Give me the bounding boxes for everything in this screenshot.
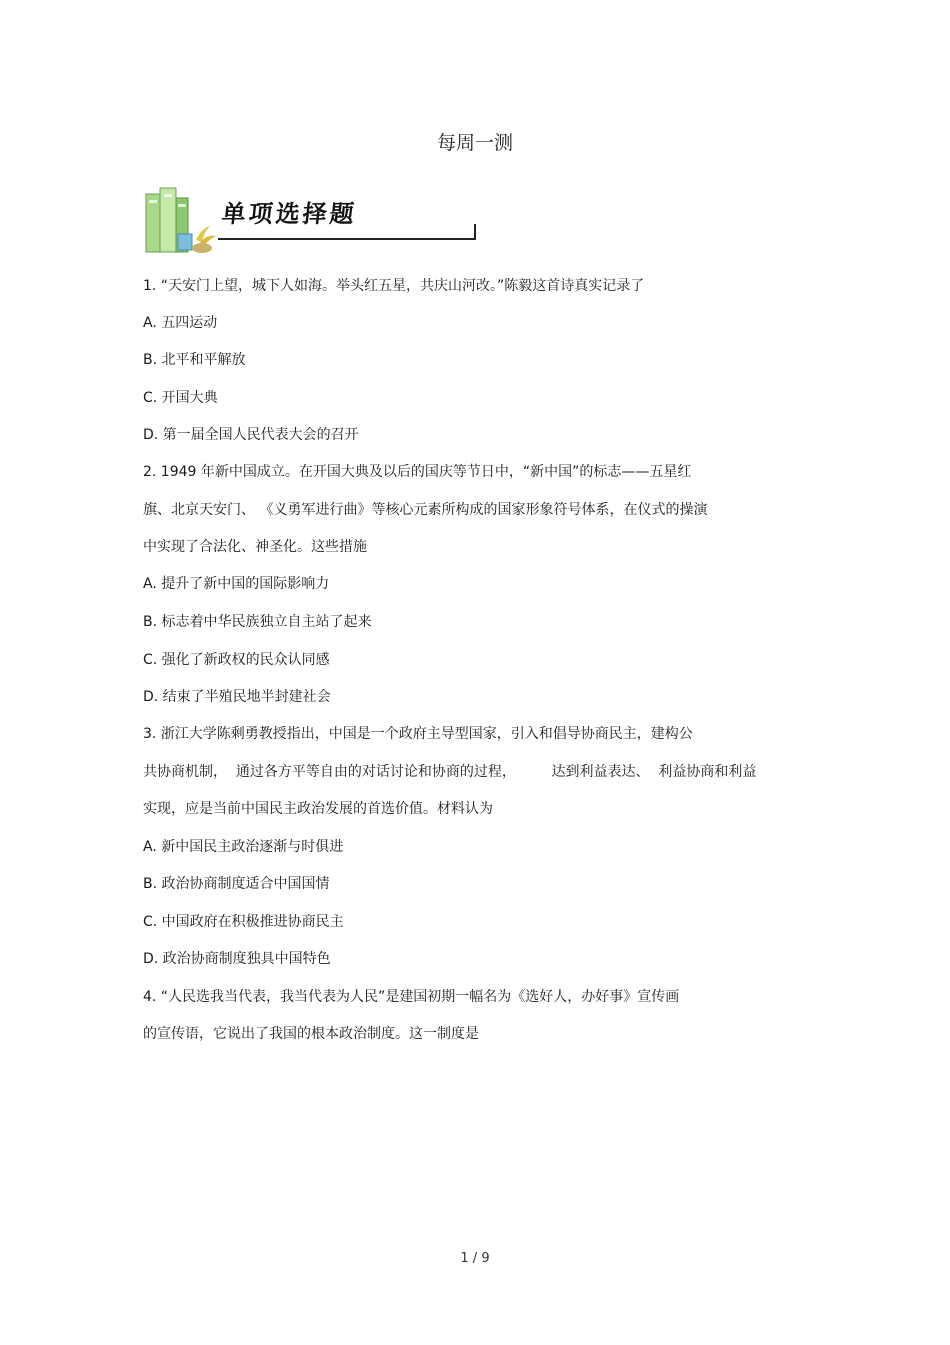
question-2-stem-line-3: 中实现了合法化、神圣化。这些措施	[143, 539, 367, 555]
question-3-option-a: A. 新中国民主政治逐渐与时俱进	[143, 839, 344, 855]
question-2-option-b: B. 标志着中华民族独立自主站了起来	[143, 614, 372, 630]
section-banner	[140, 180, 485, 256]
question-3-option-c: C. 中国政府在积极推进协商民主	[143, 914, 344, 930]
question-1-option-a: A. 五四运动	[143, 315, 218, 331]
section-label: 单项选择题	[220, 199, 359, 228]
question-3-stem-line-2: 共协商机制， 通过各方平等自由的对话讨论和协商的过程， 达到利益表达、 利益协商和利益	[143, 764, 757, 780]
question-2-stem-line-2: 旗、北京天安门、 《义勇军进行曲》等核心元素所构成的国家形象符号体系，在仪式的操演	[143, 502, 708, 518]
question-3-stem-line-1: 3. 浙江大学陈剩勇教授指出，中国是一个政府主导型国家，引入和倡导协商民主，建构公	[143, 726, 693, 742]
question-1-option-c: C. 开国大典	[143, 390, 218, 406]
question-1-option-d: D. 第一届全国人民代表大会的召开	[143, 427, 359, 443]
question-2-option-a: A. 提升了新中国的国际影响力	[143, 576, 330, 592]
page-number: 1 / 9	[460, 1251, 490, 1266]
books-icon	[140, 180, 220, 256]
question-4-stem-line-2: 的宣传语，它说出了我国的根本政治制度。这一制度是	[143, 1026, 479, 1042]
question-3-stem-line-3: 实现，应是当前中国民主政治发展的首选价值。材料认为	[143, 801, 493, 817]
question-1-option-b: B. 北平和平解放	[143, 352, 246, 368]
question-2-option-c: C. 强化了新政权的民众认同感	[143, 652, 330, 668]
banner-end-tick	[474, 224, 476, 240]
question-3-option-d: D. 政治协商制度独具中国特色	[143, 951, 331, 967]
banner-underline	[218, 238, 476, 240]
question-1-stem-line-1: 1. “天安门上望，城下人如海。举头红五星，共庆山河改。”陈毅这首诗真实记录了	[143, 278, 645, 294]
question-2-stem-line-1: 2. 1949 年新中国成立。在开国大典及以后的国庆等节日中，“新中国”的标志——五星红	[143, 464, 692, 480]
page-title: 每周一测	[436, 132, 513, 154]
question-2-option-d: D. 结束了半殖民地半封建社会	[143, 689, 331, 705]
question-3-option-b: B. 政治协商制度适合中国国情	[143, 876, 330, 892]
question-4-stem-line-1: 4. “人民选我当代表，我当代表为人民”是建国初期一幅名为《选好人，办好事》宣传画	[143, 989, 680, 1005]
